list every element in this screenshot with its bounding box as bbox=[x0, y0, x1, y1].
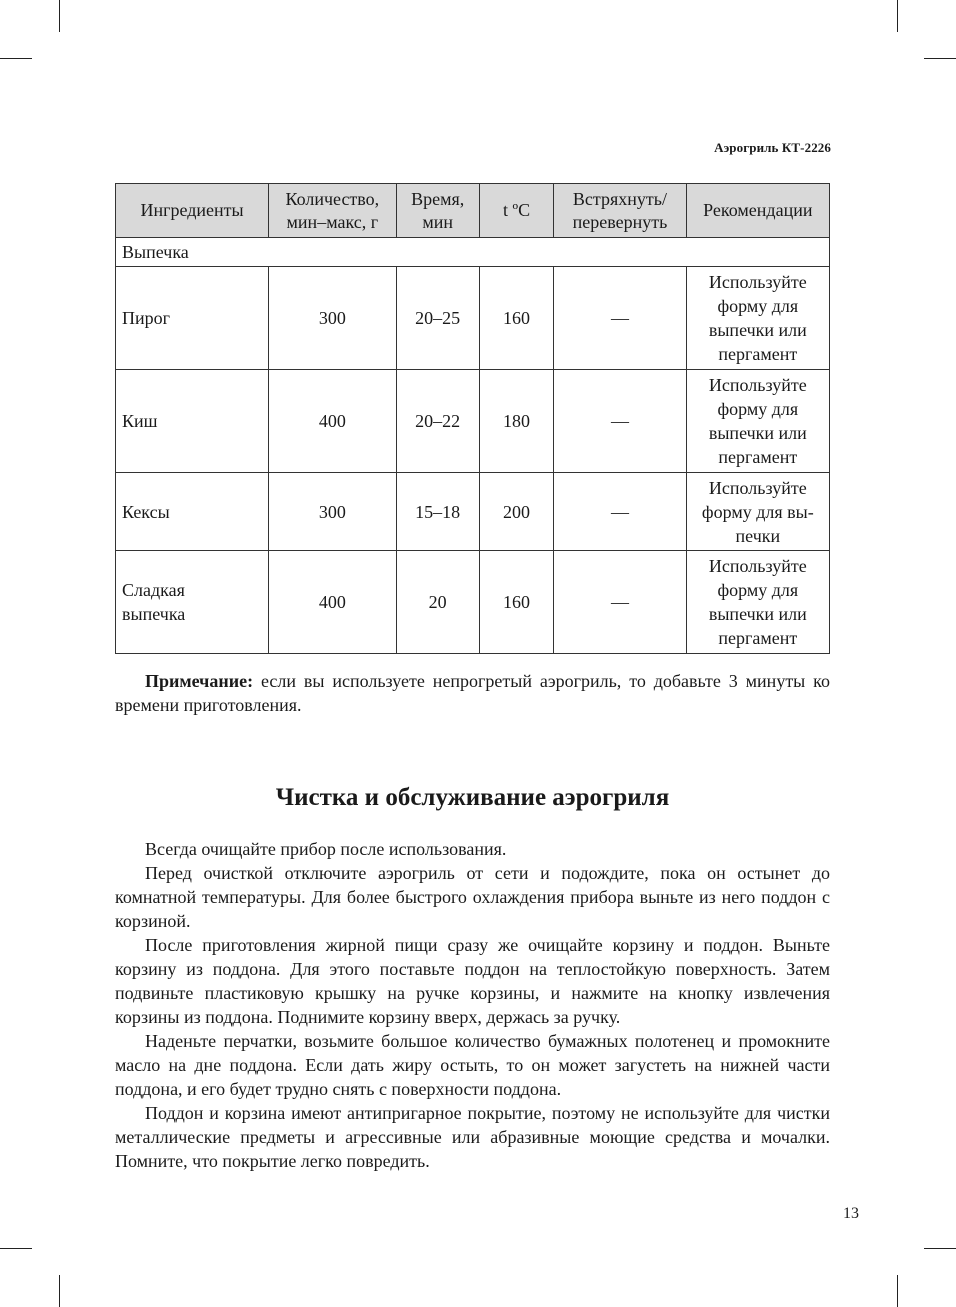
rec-line: Используйте bbox=[708, 556, 807, 576]
cooking-table bbox=[115, 183, 830, 654]
body-paragraph: Наденьте перчатки, возьмите большое количество бумажных полотенец и промокните масло на дне поддона. Если дать жиру остыть, то он может загустеть на нижней части поддона, и его будет трудно снять с поверхности поддона. bbox=[115, 1031, 830, 1099]
rec-line: пергамент bbox=[718, 628, 798, 648]
table-row bbox=[116, 370, 830, 473]
cell-temperature: 180 bbox=[479, 370, 553, 473]
cell-shake: — bbox=[554, 473, 686, 551]
header-quantity-line: Количество, bbox=[285, 188, 380, 209]
ingredient-line: выпечка bbox=[122, 604, 186, 624]
cell-ingredient bbox=[116, 551, 269, 654]
rec-line: печки bbox=[735, 525, 781, 546]
cleaning-instructions bbox=[115, 837, 830, 1173]
page-number: 13 bbox=[843, 1205, 859, 1222]
header-shake-line: перевернуть bbox=[572, 211, 668, 232]
note-label: Примечание: bbox=[145, 671, 254, 691]
section-title: Чистка и обслуживание аэрогриля bbox=[275, 784, 670, 811]
cell-recommendation bbox=[686, 551, 829, 654]
rec-line: Используйте bbox=[708, 375, 807, 395]
rec-line: Используйте bbox=[708, 477, 807, 498]
cell-temperature: 160 bbox=[479, 267, 553, 370]
crop-mark bbox=[59, 1275, 60, 1307]
rec-line: Используйте bbox=[708, 272, 807, 292]
crop-mark bbox=[0, 1248, 32, 1249]
cell-recommendation bbox=[686, 370, 829, 473]
header-ingredients: Ингредиенты bbox=[116, 184, 269, 238]
table-row bbox=[116, 473, 830, 551]
cell-recommendation bbox=[686, 473, 829, 551]
rec-line: выпечки или bbox=[708, 423, 807, 443]
table-header-row bbox=[116, 184, 830, 238]
cell-quantity: 400 bbox=[269, 551, 396, 654]
header-time bbox=[396, 184, 479, 238]
cell-time: 20–22 bbox=[396, 370, 479, 473]
header-time-line: мин bbox=[422, 211, 453, 232]
header-quantity bbox=[269, 184, 396, 238]
rec-line: форму для вы- bbox=[701, 501, 814, 522]
rec-line: форму для bbox=[717, 580, 799, 600]
header-temperature: t ºC bbox=[479, 184, 553, 238]
rec-line: выпечки или bbox=[708, 320, 807, 340]
ingredient-line: Сладкая bbox=[122, 580, 185, 600]
table-section-row bbox=[116, 238, 830, 267]
header-shake bbox=[554, 184, 686, 238]
note-text: если вы используете непрогретый аэрогриль, то добавьте 3 минуты ко времени приготовления. bbox=[115, 671, 830, 715]
rec-line: выпечки или bbox=[708, 604, 807, 624]
cell-quantity: 300 bbox=[269, 473, 396, 551]
header-time-line: Время, bbox=[411, 188, 465, 209]
rec-line: пергамент bbox=[718, 344, 798, 364]
cell-quantity: 400 bbox=[269, 370, 396, 473]
cell-time: 15–18 bbox=[396, 473, 479, 551]
cell-shake: — bbox=[554, 370, 686, 473]
cell-ingredient: Пирог bbox=[116, 267, 269, 370]
crop-mark bbox=[897, 1275, 898, 1307]
cell-temperature: 160 bbox=[479, 551, 553, 654]
cell-shake: — bbox=[554, 551, 686, 654]
body-paragraph: После приготовления жирной пищи сразу же очищайте корзину и поддон. Выньте корзину из поддона. Для этого поставьте поддон на теплостойкую поверхность. Затем подвиньте пластиковую крышку на ручке корзины, и нажмите на кнопку извлечения корзины из поддона. Поднимите корзину вверх, держась за ручку. bbox=[115, 935, 830, 1027]
section-label: Выпечка bbox=[116, 238, 830, 267]
table-row bbox=[116, 551, 830, 654]
body-paragraph: Поддон и корзина имеют антипригарное покрытие, поэтому не используйте для чистки металлические предметы и агрессивные или абразивные моющие средства и мочалки. Помните, что покрытие легко повредить. bbox=[115, 1103, 830, 1171]
running-header: Аэрогриль КТ-2226 bbox=[714, 140, 831, 155]
cell-shake: — bbox=[554, 267, 686, 370]
rec-line: форму для bbox=[717, 296, 799, 316]
cell-recommendation bbox=[686, 267, 829, 370]
header-recommendations: Рекомендации bbox=[686, 184, 829, 238]
crop-mark bbox=[0, 58, 32, 59]
note-paragraph bbox=[115, 669, 830, 717]
header-quantity-line: мин–макс, г bbox=[286, 211, 379, 232]
body-paragraph: Всегда очищайте прибор после использования. bbox=[145, 839, 507, 859]
crop-mark bbox=[897, 0, 898, 32]
rec-line: форму для bbox=[717, 399, 799, 419]
cell-time: 20 bbox=[396, 551, 479, 654]
cell-ingredient: Киш bbox=[116, 370, 269, 473]
cell-time: 20–25 bbox=[396, 267, 479, 370]
crop-mark bbox=[924, 58, 956, 59]
header-shake-line: Встряхнуть/ bbox=[572, 188, 667, 209]
table-row bbox=[116, 267, 830, 370]
crop-mark bbox=[924, 1248, 956, 1249]
cell-temperature: 200 bbox=[479, 473, 553, 551]
cell-ingredient: Кексы bbox=[116, 473, 269, 551]
crop-mark bbox=[59, 0, 60, 32]
body-paragraph: Перед очисткой отключите аэрогриль от сети и подождите, пока он остынет до комнатной температуры. Для более быстрого охлаждения прибора выньте из него поддон с корзиной. bbox=[115, 863, 830, 931]
cell-quantity: 300 bbox=[269, 267, 396, 370]
rec-line: пергамент bbox=[718, 447, 798, 467]
